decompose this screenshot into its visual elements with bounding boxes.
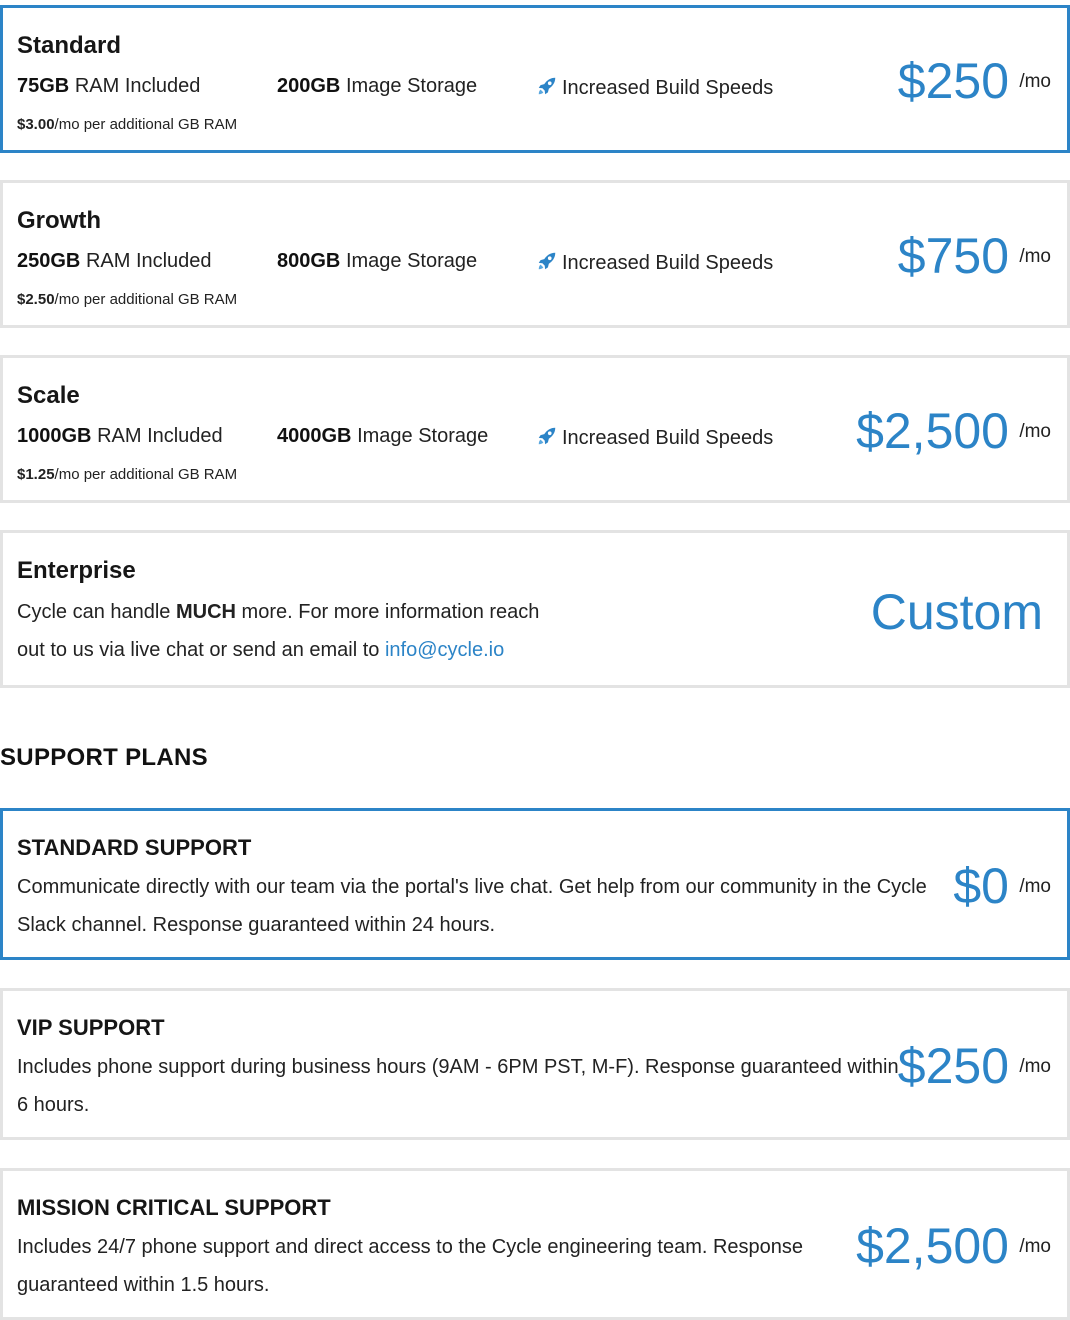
ram-included [17, 425, 223, 448]
price-period: /mo [1019, 246, 1051, 267]
ram-included [17, 75, 200, 98]
extra-price: $3.00 [17, 116, 55, 133]
additional-ram-price [17, 466, 237, 483]
build-label: Increased Build Speeds [562, 427, 774, 449]
support-name: VIP SUPPORT [17, 1015, 165, 1040]
support-price: $250 [897, 1038, 1009, 1094]
build-label: Increased Build Speeds [562, 252, 774, 274]
plan-card-growth[interactable] [0, 180, 1070, 328]
plan-name: Standard [17, 32, 122, 59]
plan-name: Growth [17, 207, 101, 234]
enterprise-text-start: Cycle can handle [17, 601, 176, 623]
extra-label: /mo per additional GB RAM [54, 466, 238, 483]
build-speed [536, 250, 773, 275]
plan-card-enterprise[interactable] [0, 530, 1070, 688]
price-period: /mo [1019, 876, 1051, 897]
support-description: Includes phone support during business hours (9AM - 6PM PST, M-F). Response guaranteed within 6 hours. [17, 1056, 899, 1116]
ram-value: 1000GB [17, 425, 92, 447]
extra-label: /mo per additional GB RAM [54, 116, 238, 133]
price-period: /mo [1019, 71, 1051, 92]
enterprise-description [17, 593, 547, 669]
image-storage [277, 250, 477, 273]
extra-label: /mo per additional GB RAM [54, 291, 238, 308]
enterprise-text-bold: MUCH [175, 601, 236, 623]
storage-label: Image Storage [357, 425, 489, 447]
plan-name: Enterprise [17, 557, 136, 584]
image-storage [277, 425, 488, 448]
enterprise-text-mid: more. For more information reach out to us via live chat or send an email to [17, 601, 540, 661]
plan-price: Custom [870, 584, 1043, 640]
support-description: Includes 24/7 phone support and direct access to the Cycle engineering team. Response guaranteed within 1.5 hours. [17, 1236, 804, 1296]
price-period: /mo [1019, 1056, 1051, 1077]
additional-ram-price [17, 116, 237, 133]
ram-value: 75GB [17, 75, 70, 97]
support-price: $2,500 [856, 1218, 1009, 1274]
price-period: /mo [1019, 1236, 1051, 1257]
storage-label: Image Storage [345, 75, 478, 97]
storage-value: 200GB [277, 75, 341, 97]
plan-price: $750 [897, 228, 1009, 284]
rocket-icon [536, 250, 558, 272]
support-card-vip[interactable] [0, 988, 1070, 1140]
build-speed [536, 425, 773, 450]
ram-label: RAM Included [97, 425, 223, 447]
support-name: STANDARD SUPPORT [17, 835, 252, 860]
support-card-standard[interactable] [0, 808, 1070, 960]
plan-card-standard[interactable] [0, 5, 1070, 153]
email-link[interactable]: info@cycle.io [384, 639, 505, 661]
rocket-icon [536, 75, 558, 97]
plan-price: $2,500 [856, 403, 1009, 459]
build-speed [536, 75, 773, 100]
additional-ram-price [17, 291, 237, 308]
image-storage [277, 75, 477, 98]
support-price: $0 [953, 858, 1009, 914]
storage-value: 4000GB [277, 425, 352, 447]
support-card-mission-critical[interactable] [0, 1168, 1070, 1320]
ram-label: RAM Included [85, 250, 212, 272]
storage-value: 800GB [277, 250, 341, 272]
price-period: /mo [1019, 421, 1051, 442]
section-heading: SUPPORT PLANS [0, 744, 208, 771]
support-name: MISSION CRITICAL SUPPORT [17, 1195, 331, 1220]
rocket-icon [536, 425, 558, 447]
build-label: Increased Build Speeds [562, 77, 774, 99]
ram-included [17, 250, 212, 273]
storage-label: Image Storage [345, 250, 478, 272]
support-description: Communicate directly with our team via the portal's live chat. Get help from our community in the Cycle Slack channel. Response guaranteed within 24 hours. [17, 876, 927, 936]
plan-price: $250 [897, 53, 1009, 109]
plan-card-scale[interactable] [0, 355, 1070, 503]
extra-price: $1.25 [17, 466, 55, 483]
plan-name: Scale [17, 382, 80, 409]
extra-price: $2.50 [17, 291, 55, 308]
ram-label: RAM Included [74, 75, 201, 97]
ram-value: 250GB [17, 250, 81, 272]
